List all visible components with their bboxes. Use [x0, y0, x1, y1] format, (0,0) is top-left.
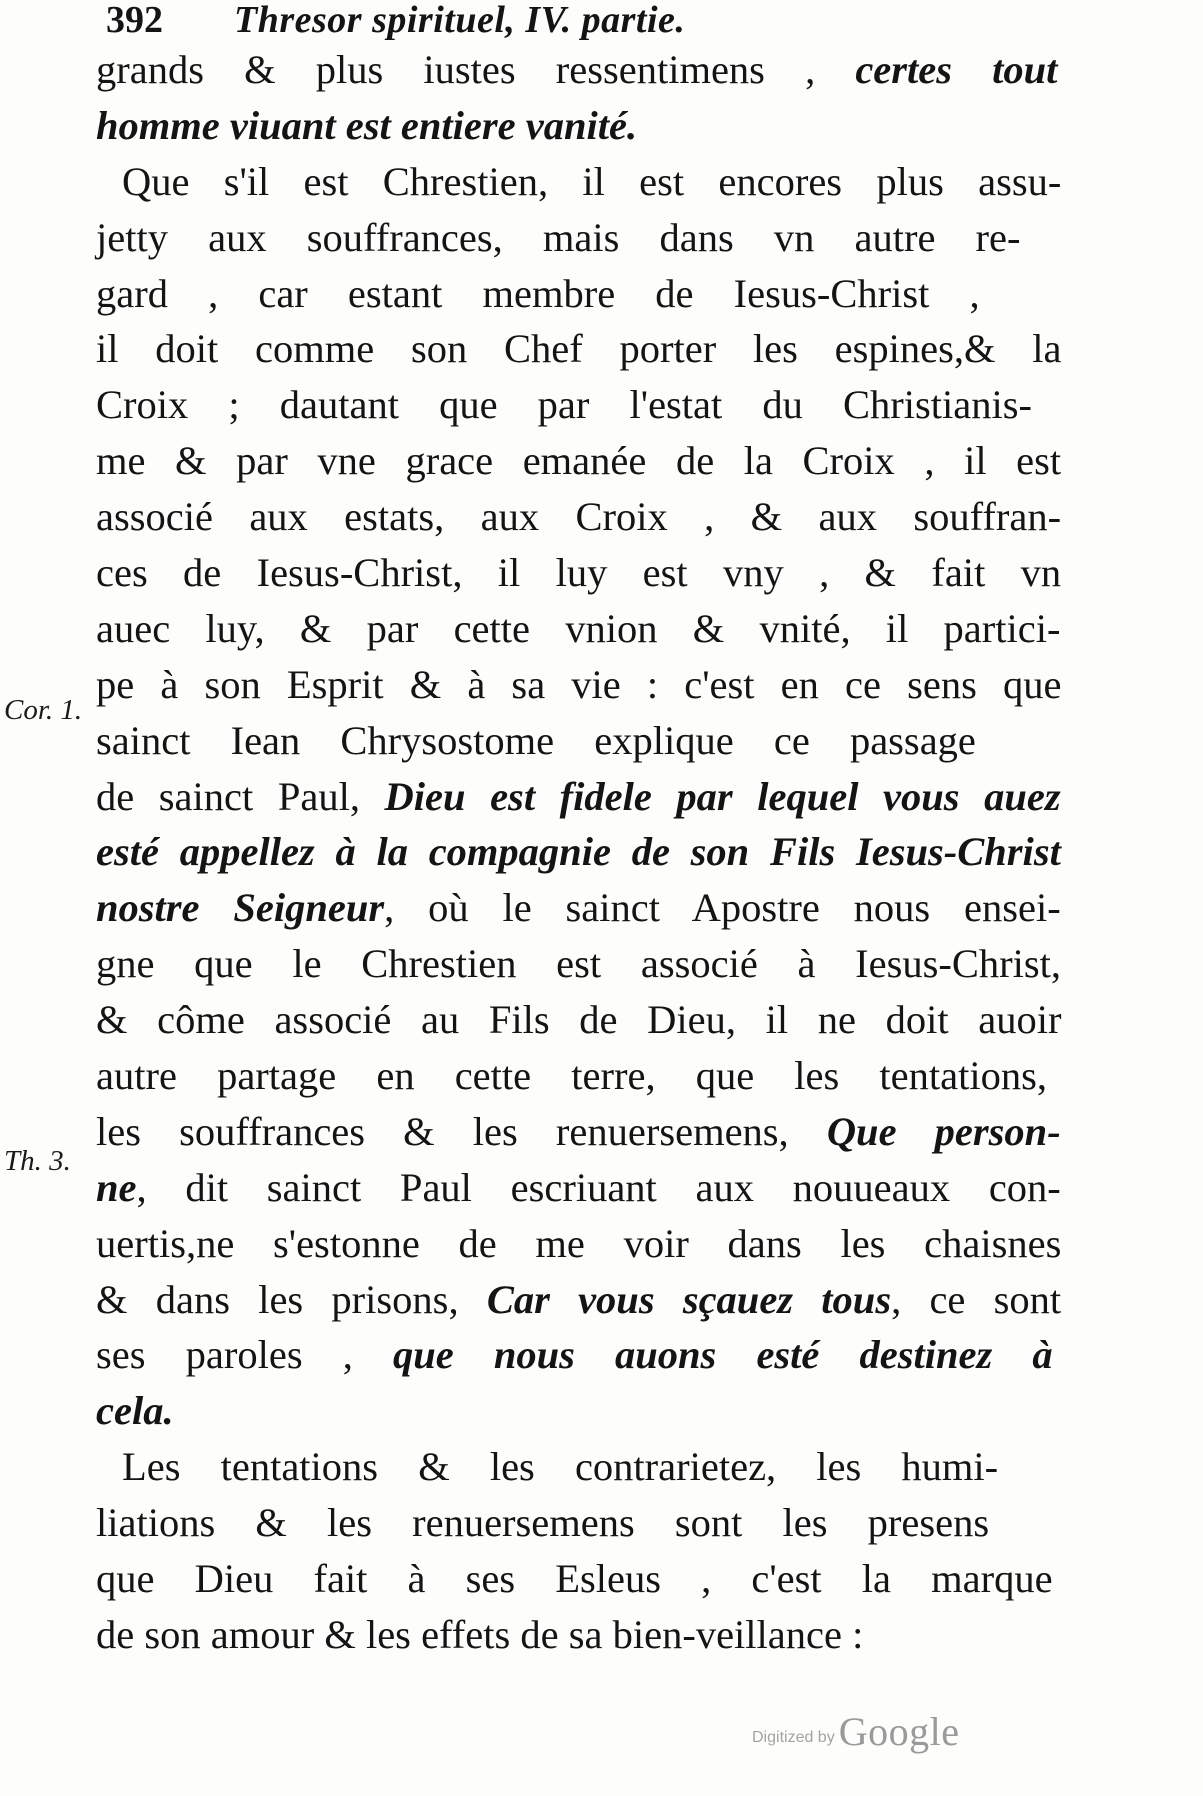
text-segment: de son amour & les effets de sa bien-veillance : [96, 1611, 864, 1657]
text-line [96, 266, 1061, 322]
text-line [96, 321, 1061, 377]
text-line [96, 1216, 1061, 1272]
text-segment: il doit comme son Chef porter les espines,& la [96, 326, 1062, 372]
text-segment: me & par vne grace emanée de la Croix , il est [96, 438, 1062, 484]
text-segment: , où le sainct Apostre nous ensei- [384, 885, 1061, 931]
text-line [96, 545, 1061, 601]
italic-text-segment: certes tout [855, 47, 1058, 92]
text-segment: autre partage en cette terre, que les tentations, [96, 1053, 1048, 1099]
text-segment: auec luy, & par cette vnion & vnité, il partici- [96, 605, 1061, 651]
italic-text-segment: cela. [96, 1388, 174, 1434]
italic-text-segment: Que person- [826, 1108, 1061, 1154]
google-logo: Google [838, 1709, 960, 1754]
italic-text-segment: Car vous sçauez tous [486, 1276, 892, 1322]
text-line [96, 154, 1061, 210]
text-line [96, 1551, 1061, 1607]
text-segment: uertis,ne s'estonne de me voir dans les chaisnes [96, 1220, 1062, 1266]
text-segment: pe à son Esprit & à sa vie : c'est en ce sens que [96, 661, 1062, 707]
text-line [96, 1495, 1061, 1551]
text-segment: & côme associé au Fils de Dieu, il ne doit auoir [96, 997, 1062, 1043]
text-line [96, 1272, 1061, 1328]
text-line [96, 98, 1061, 154]
text-segment: liations & les renuersemens sont les presens [96, 1500, 990, 1546]
text-segment: gne que le Chrestien est associé à Iesus-Christ, [96, 941, 1062, 987]
text-line [96, 1439, 1061, 1495]
text-line [96, 1327, 1061, 1383]
text-line [96, 601, 1061, 657]
text-segment: grands & plus iustes ressentimens , [96, 47, 856, 92]
text-segment: de sainct Paul, [96, 773, 385, 819]
digitized-by-watermark [752, 1708, 959, 1755]
italic-text-segment: Dieu est fidele par lequel vous auez [384, 773, 1061, 819]
text-segment: Croix ; dautant que par l'estat du Christianis- [96, 382, 1033, 428]
body-text [96, 42, 1061, 1663]
digitized-by-label: Digitized by [752, 1729, 835, 1746]
text-segment: ses paroles , [96, 1332, 393, 1378]
page-number: 392 [106, 0, 163, 41]
text-line [96, 1383, 1061, 1439]
text-segment: que Dieu fait à ses Esleus , c'est la marque [96, 1556, 1053, 1602]
italic-text-segment: nostre Seigneur [96, 885, 385, 931]
text-line [96, 1160, 1061, 1216]
text-segment: , ce sont [891, 1276, 1062, 1322]
text-segment: les souffrances & les renuersemens, [96, 1108, 827, 1154]
text-line [96, 433, 1061, 489]
text-segment: ces de Iesus-Christ, il luy est vny , & fait vn [96, 550, 1062, 596]
text-line [96, 657, 1061, 713]
text-line [96, 992, 1061, 1048]
text-segment: associé aux estats, aux Croix , & aux souffran- [96, 494, 1062, 540]
italic-text-segment: que nous auons esté destinez à [392, 1332, 1053, 1378]
text-segment: , dit sainct Paul escriuant aux nouueaux con- [136, 1164, 1061, 1210]
text-line [96, 1607, 1061, 1663]
italic-text-segment: esté appellez à la compagnie de son Fils Iesus-Christ [96, 829, 1061, 875]
text-line [96, 210, 1061, 266]
page-header [106, 0, 1066, 40]
text-segment: & dans les prisons, [96, 1276, 487, 1322]
text-line [96, 1104, 1061, 1160]
text-line [96, 1048, 1061, 1104]
margin-note-th: Th. 3. [4, 1145, 71, 1177]
italic-text-segment: homme viuant est entiere vanité. [96, 102, 638, 148]
text-segment: Que s'il est Chrestien, il est encores plus assu- [122, 158, 1062, 204]
text-segment: Les tentations & les contrarietez, les humi- [122, 1444, 999, 1490]
text-line [96, 377, 1061, 433]
margin-note-cor: Cor. 1. [4, 694, 83, 726]
text-line [96, 936, 1061, 992]
text-line [96, 42, 1061, 98]
text-line [96, 489, 1061, 545]
text-line [96, 769, 1061, 825]
italic-text-segment: ne [96, 1164, 137, 1210]
running-title: Thresor spirituel, IV. partie. [234, 0, 686, 41]
text-line [96, 713, 1061, 769]
text-segment: jetty aux souffrances, mais dans vn autre re- [96, 214, 1021, 260]
text-segment: sainct Iean Chrysostome explique ce passage [96, 717, 976, 763]
text-segment: gard , car estant membre de Iesus-Christ , [96, 270, 980, 316]
text-line [96, 880, 1061, 936]
text-line [96, 824, 1061, 880]
